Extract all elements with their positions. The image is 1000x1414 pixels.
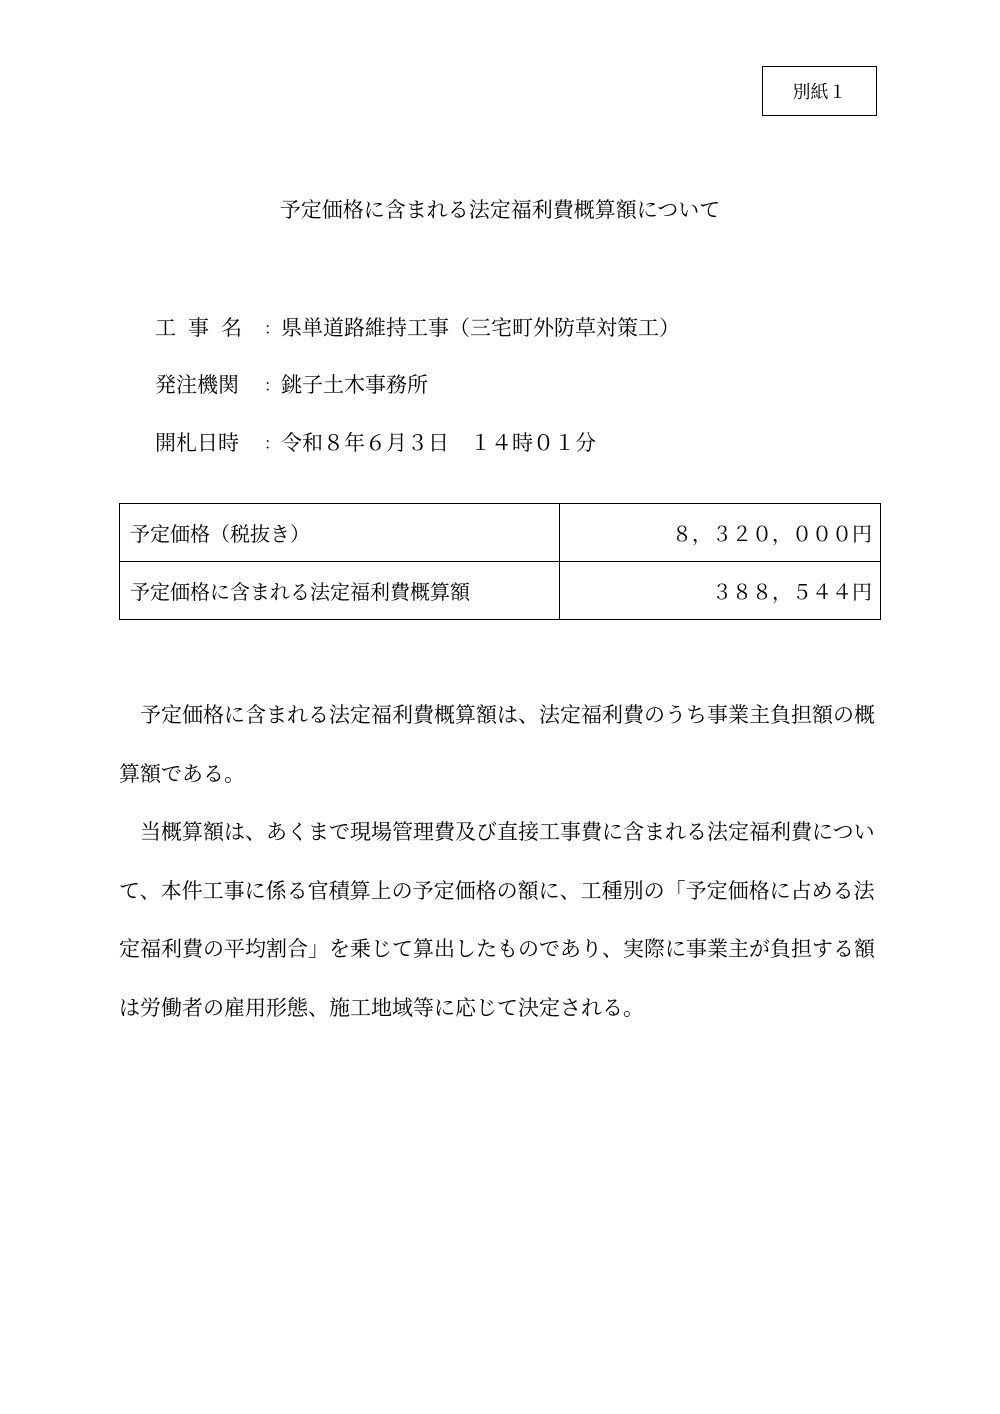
attachment-label: [762, 66, 877, 116]
table-row: [120, 562, 881, 620]
welfare-cost-amount: ３８８，５４４円: [560, 562, 881, 620]
paragraph-2: 当概算額は、あくまで現場管理費及び直接工事費に含まれる法定福利費について、本件工事に係る官積算上の予定価格の額に、工種別の「予定価格に占める法定福利費の平均割合」を乗じて算出したものであり、実際に事業主が負担する額は労働者の雇用形態、施工地域等に応じて決定される。: [119, 820, 875, 1020]
price-table: [119, 503, 881, 620]
construction-value: 県単道路維持工事（三宅町外防草対策工）: [281, 316, 680, 340]
bid-datetime-value: 令和８年６月３日 １４時０１分: [281, 431, 596, 455]
info-row-agency: [155, 369, 428, 399]
table-row: [120, 504, 881, 562]
estimated-price-amount: ８，３２０，０００円: [560, 504, 881, 562]
info-row-construction: [155, 312, 680, 342]
agency-label: 発注機関: [155, 373, 239, 397]
bid-datetime-colon: ：: [263, 433, 280, 453]
document-title: 予定価格に含まれる法定福利費概算額について: [279, 198, 721, 222]
welfare-cost-label: 予定価格に含まれる法定福利費概算額: [120, 562, 560, 620]
info-row-bid-datetime: [155, 427, 596, 457]
agency-colon: ：: [263, 375, 280, 395]
construction-colon: ：: [263, 318, 280, 338]
estimated-price-label: 予定価格（税抜き）: [120, 504, 560, 562]
attachment-label-text: 別紙１: [792, 82, 847, 103]
construction-label: 工事名: [155, 316, 254, 340]
bid-datetime-label: 開札日時: [155, 431, 239, 455]
paragraph-1: 予定価格に含まれる法定福利費概算額は、法定福利費のうち事業主負担額の概算額である。: [119, 703, 875, 786]
agency-value: 銚子土木事務所: [281, 373, 428, 397]
body-text: [119, 686, 885, 1037]
